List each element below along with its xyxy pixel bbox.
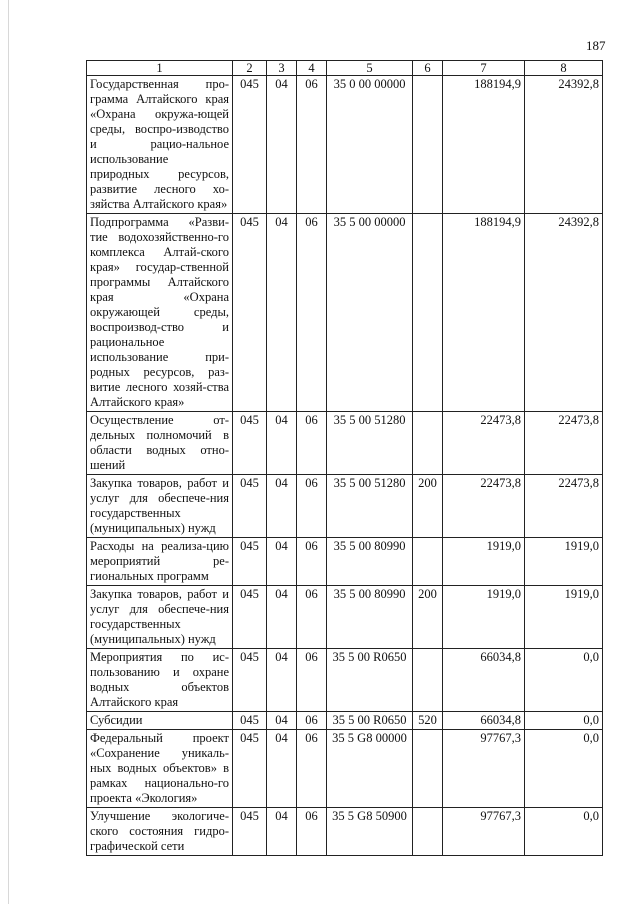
section-cell: 04 — [267, 649, 297, 712]
ministry-code-cell: 045 — [233, 538, 267, 586]
section-cell: 04 — [267, 586, 297, 649]
item-name-cell: Улучшение экологиче-ского состояния гидро-графической сети — [87, 808, 233, 856]
amount-col8-cell: 0,0 — [525, 712, 603, 730]
section-cell: 04 — [267, 730, 297, 808]
amount-col8-cell: 24392,8 — [525, 214, 603, 412]
amount-col7-cell: 22473,8 — [443, 475, 525, 538]
table-row — [87, 712, 603, 730]
table-row — [87, 538, 603, 586]
amount-col7-cell: 97767,3 — [443, 730, 525, 808]
expense-type-cell — [413, 808, 443, 856]
amount-col8-cell: 1919,0 — [525, 586, 603, 649]
expense-type-cell — [413, 730, 443, 808]
target-article-cell: 35 5 00 R0650 — [327, 712, 413, 730]
subsection-cell: 06 — [297, 730, 327, 808]
expense-type-cell — [413, 76, 443, 214]
ministry-code-cell: 045 — [233, 808, 267, 856]
scan-edge-line — [8, 0, 9, 904]
expense-type-cell: 520 — [413, 712, 443, 730]
expense-type-cell — [413, 214, 443, 412]
ministry-code-cell: 045 — [233, 214, 267, 412]
header-row — [87, 61, 603, 76]
expense-type-cell: 200 — [413, 586, 443, 649]
subsection-cell: 06 — [297, 214, 327, 412]
section-cell: 04 — [267, 475, 297, 538]
ministry-code-cell: 045 — [233, 730, 267, 808]
target-article-cell: 35 5 00 80990 — [327, 538, 413, 586]
subsection-cell: 06 — [297, 538, 327, 586]
section-cell: 04 — [267, 808, 297, 856]
item-name-cell: Государственная про-грамма Алтайского края «Охрана окружа-ющей среды, воспро-изводство и рацио-нальное использование природных ресурсов, развитие лесного хо-зяйства Алтайского края» — [87, 76, 233, 214]
target-article-cell: 35 5 00 00000 — [327, 214, 413, 412]
item-name-cell: Мероприятия по ис-пользованию и охране водных объектов Алтайского края — [87, 649, 233, 712]
amount-col7-cell: 66034,8 — [443, 712, 525, 730]
subsection-cell: 06 — [297, 712, 327, 730]
target-article-cell: 35 5 G8 00000 — [327, 730, 413, 808]
amount-col7-cell: 22473,8 — [443, 412, 525, 475]
ministry-code-cell: 045 — [233, 76, 267, 214]
table-row — [87, 475, 603, 538]
amount-col8-cell: 24392,8 — [525, 76, 603, 214]
header-cell: 8 — [525, 61, 603, 76]
item-name-cell: Субсидии — [87, 712, 233, 730]
table-row — [87, 808, 603, 856]
target-article-cell: 35 5 00 R0650 — [327, 649, 413, 712]
item-name-cell: Осуществление от-дельных полномочий в области водных отно-шений — [87, 412, 233, 475]
subsection-cell: 06 — [297, 412, 327, 475]
budget-table — [86, 60, 603, 856]
section-cell: 04 — [267, 712, 297, 730]
amount-col8-cell: 22473,8 — [525, 475, 603, 538]
amount-col8-cell: 22473,8 — [525, 412, 603, 475]
header-cell: 7 — [443, 61, 525, 76]
item-name-cell: Закупка товаров, работ и услуг для обеспече-ния государственных (муниципальных) нужд — [87, 586, 233, 649]
target-article-cell: 35 5 00 51280 — [327, 412, 413, 475]
subsection-cell: 06 — [297, 808, 327, 856]
header-cell: 6 — [413, 61, 443, 76]
ministry-code-cell: 045 — [233, 712, 267, 730]
amount-col7-cell: 1919,0 — [443, 586, 525, 649]
header-cell: 3 — [267, 61, 297, 76]
expense-type-cell — [413, 412, 443, 475]
amount-col7-cell: 66034,8 — [443, 649, 525, 712]
subsection-cell: 06 — [297, 586, 327, 649]
expense-type-cell: 200 — [413, 475, 443, 538]
amount-col8-cell: 1919,0 — [525, 538, 603, 586]
amount-col8-cell: 0,0 — [525, 730, 603, 808]
item-name-cell: Федеральный проект «Сохранение уникаль-ных водных объектов» в рамках национально-го проекта «Экология» — [87, 730, 233, 808]
table-row — [87, 214, 603, 412]
ministry-code-cell: 045 — [233, 475, 267, 538]
header-cell: 4 — [297, 61, 327, 76]
amount-col7-cell: 97767,3 — [443, 808, 525, 856]
header-cell: 1 — [87, 61, 233, 76]
page-number: 187 — [586, 38, 606, 53]
section-cell: 04 — [267, 214, 297, 412]
header-cell: 2 — [233, 61, 267, 76]
table-row — [87, 586, 603, 649]
table-row — [87, 76, 603, 214]
subsection-cell: 06 — [297, 76, 327, 214]
expense-type-cell — [413, 649, 443, 712]
expense-type-cell — [413, 538, 443, 586]
table-row — [87, 730, 603, 808]
section-cell: 04 — [267, 538, 297, 586]
subsection-cell: 06 — [297, 649, 327, 712]
subsection-cell: 06 — [297, 475, 327, 538]
item-name-cell: Подпрограмма «Разви-тие водохозяйственно-го комплекса Алтай-ского края» государ-ственной программы Алтайского края «Охрана окружающей среды, воспроизвод-ство и рациональное использование при-родных ресурсов, раз-витие лесного хозяй-ства Алтайского края» — [87, 214, 233, 412]
target-article-cell: 35 5 00 80990 — [327, 586, 413, 649]
table-row — [87, 412, 603, 475]
ministry-code-cell: 045 — [233, 586, 267, 649]
target-article-cell: 35 5 00 51280 — [327, 475, 413, 538]
section-cell: 04 — [267, 76, 297, 214]
header-cell: 5 — [327, 61, 413, 76]
item-name-cell: Расходы на реализа-цию мероприятий ре-гиональных программ — [87, 538, 233, 586]
amount-col8-cell: 0,0 — [525, 649, 603, 712]
ministry-code-cell: 045 — [233, 649, 267, 712]
amount-col7-cell: 188194,9 — [443, 76, 525, 214]
ministry-code-cell: 045 — [233, 412, 267, 475]
amount-col7-cell: 1919,0 — [443, 538, 525, 586]
table-row — [87, 649, 603, 712]
item-name-cell: Закупка товаров, работ и услуг для обеспече-ния государственных (муниципальных) нужд — [87, 475, 233, 538]
target-article-cell: 35 5 G8 50900 — [327, 808, 413, 856]
amount-col8-cell: 0,0 — [525, 808, 603, 856]
section-cell: 04 — [267, 412, 297, 475]
target-article-cell: 35 0 00 00000 — [327, 76, 413, 214]
amount-col7-cell: 188194,9 — [443, 214, 525, 412]
